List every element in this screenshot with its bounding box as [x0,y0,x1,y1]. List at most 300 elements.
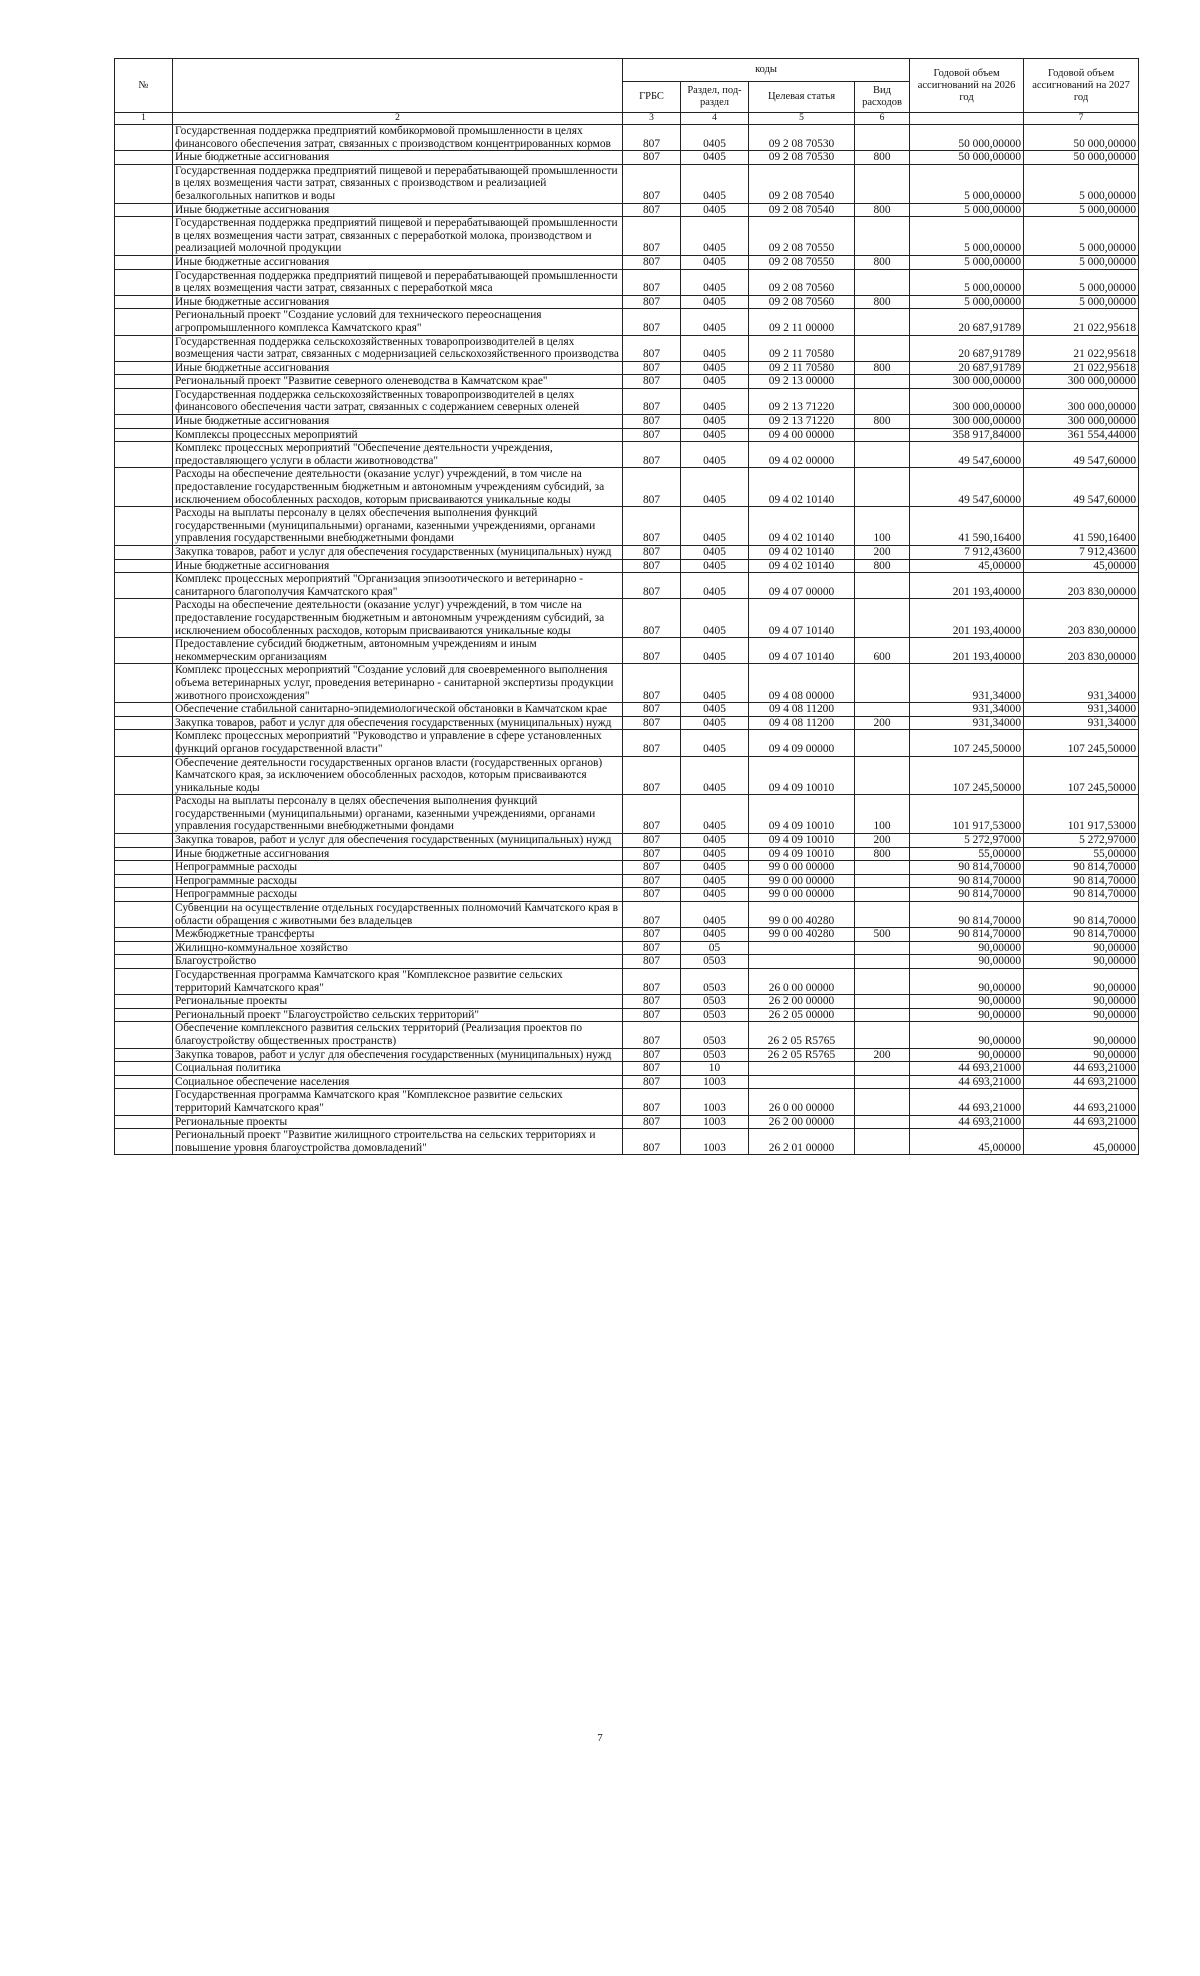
row-name: Расходы на выплаты персоналу в целях обеспечения выполнения функций государственными (муниципальными) органами, казенными учреждениями, органами управления государственными внебюджетными фондами [173,507,623,546]
row-volume-2027: 44 693,21000 [1024,1062,1139,1076]
header-codes: коды [623,59,910,82]
row-razdel: 0405 [681,203,749,217]
row-grbs: 807 [623,969,681,995]
table-row [115,1008,1139,1022]
row-razdel: 0405 [681,335,749,361]
table-row [115,703,1139,717]
table-row [115,888,1139,902]
table-row [115,388,1139,414]
row-name: Обеспечение стабильной санитарно-эпидемиологической обстановки в Камчатском крае [173,703,623,717]
row-volume-2027: 5 000,00000 [1024,203,1139,217]
row-name: Закупка товаров, работ и услуг для обеспечения государственных (муниципальных) нужд [173,834,623,848]
row-grbs: 807 [623,730,681,756]
row-razdel: 0405 [681,928,749,942]
row-volume-2026: 5 000,00000 [910,217,1024,256]
row-grbs: 807 [623,888,681,902]
row-razdel: 0405 [681,269,749,295]
row-name: Региональные проекты [173,1115,623,1129]
row-index [115,861,173,875]
row-name: Государственная поддержка предприятий пищевой и перерабатывающей промышленности в целях возмещения части затрат, связанных с переработкой мяса [173,269,623,295]
table-row [115,599,1139,638]
row-target-article: 09 4 08 11200 [749,716,855,730]
row-target-article: 99 0 00 40280 [749,928,855,942]
budget-table [114,58,1139,1155]
row-volume-2027: 107 245,50000 [1024,730,1139,756]
row-volume-2027: 49 547,60000 [1024,442,1139,468]
row-name: Иные бюджетные ассигнования [173,361,623,375]
row-name: Региональный проект "Развитие северного оленеводства в Камчатском крае" [173,375,623,389]
header-razdel: Раздел, под-раздел [681,82,749,113]
table-row [115,468,1139,507]
row-razdel: 0405 [681,795,749,834]
row-expense-type [855,703,910,717]
row-grbs: 807 [623,861,681,875]
row-target-article: 26 0 00 00000 [749,969,855,995]
row-name: Социальное обеспечение населения [173,1075,623,1089]
row-name: Социальная политика [173,1062,623,1076]
table-row [115,428,1139,442]
colnum: 4 [681,113,749,125]
row-index [115,125,173,151]
row-name: Государственная поддержка сельскохозяйственных товаропроизводителей в целях возмещения части затрат, связанных с модернизацией сельскохозяйственного производства [173,335,623,361]
row-expense-type: 200 [855,834,910,848]
row-volume-2026: 107 245,50000 [910,730,1024,756]
colnum [910,113,1024,125]
row-expense-type [855,969,910,995]
table-row [115,151,1139,165]
row-expense-type [855,599,910,638]
header-no: № [115,59,173,113]
row-volume-2026: 201 193,40000 [910,599,1024,638]
table-row [115,874,1139,888]
row-name: Благоустройство [173,955,623,969]
colnum: 5 [749,113,855,125]
row-expense-type [855,756,910,795]
row-razdel: 0405 [681,217,749,256]
row-index [115,928,173,942]
row-expense-type [855,874,910,888]
row-razdel: 0503 [681,1022,749,1048]
row-volume-2027: 45,00000 [1024,559,1139,573]
row-volume-2026: 90,00000 [910,955,1024,969]
row-grbs: 807 [623,703,681,717]
table-row [115,164,1139,203]
row-index [115,1062,173,1076]
table-body [115,125,1139,1155]
row-expense-type: 100 [855,507,910,546]
row-volume-2026: 5 000,00000 [910,269,1024,295]
row-name: Непрограммные расходы [173,888,623,902]
row-name: Расходы на обеспечение деятельности (оказание услуг) учреждений, в том числе на предоставление государственным бюджетным и автономным учреждениям субсидий, за исключением обособленных расходов, которым присваиваются уникальные коды [173,468,623,507]
row-index [115,716,173,730]
table-row [115,847,1139,861]
row-expense-type [855,995,910,1009]
row-expense-type [855,1022,910,1048]
row-volume-2026: 201 193,40000 [910,638,1024,664]
row-razdel: 05 [681,941,749,955]
row-name: Государственная программа Камчатского края "Комплексное развитие сельских территорий Камчатского края" [173,1089,623,1115]
row-volume-2026: 931,34000 [910,716,1024,730]
row-index [115,361,173,375]
row-volume-2027: 90,00000 [1024,1008,1139,1022]
row-volume-2026: 300 000,00000 [910,388,1024,414]
colnum: 2 [173,113,623,125]
row-grbs: 807 [623,309,681,335]
row-grbs: 807 [623,388,681,414]
row-target-article: 99 0 00 00000 [749,874,855,888]
row-name: Комплексы процессных мероприятий [173,428,623,442]
row-name: Комплекс процессных мероприятий "Обеспечение деятельности учреждения, предоставляющего услуги в области животноводства" [173,442,623,468]
row-index [115,442,173,468]
row-grbs: 807 [623,1075,681,1089]
row-expense-type: 200 [855,716,910,730]
row-volume-2026: 49 547,60000 [910,442,1024,468]
row-target-article: 09 2 11 70580 [749,335,855,361]
row-target-article: 09 2 13 71220 [749,388,855,414]
row-volume-2027: 931,34000 [1024,716,1139,730]
row-expense-type [855,888,910,902]
row-razdel: 0405 [681,468,749,507]
row-volume-2027: 5 000,00000 [1024,217,1139,256]
row-target-article: 99 0 00 40280 [749,902,855,928]
table-row [115,902,1139,928]
header-vid: Вид расходов [855,82,910,113]
row-index [115,388,173,414]
row-volume-2026: 55,00000 [910,847,1024,861]
row-volume-2026: 300 000,00000 [910,415,1024,429]
row-name: Субвенции на осуществление отдельных государственных полномочий Камчатского края в области обращения с животными без владельцев [173,902,623,928]
row-volume-2026: 90,00000 [910,1048,1024,1062]
row-razdel: 0405 [681,388,749,414]
row-index [115,507,173,546]
table-row [115,1062,1139,1076]
row-name: Государственная программа Камчатского края "Комплексное развитие сельских территорий Камчатского края" [173,969,623,995]
row-volume-2027: 90 814,70000 [1024,874,1139,888]
row-target-article: 09 4 00 00000 [749,428,855,442]
row-target-article: 09 4 09 10010 [749,834,855,848]
row-grbs: 807 [623,638,681,664]
row-grbs: 807 [623,664,681,703]
row-target-article: 09 2 11 00000 [749,309,855,335]
row-volume-2027: 931,34000 [1024,664,1139,703]
row-volume-2027: 45,00000 [1024,1129,1139,1155]
row-volume-2027: 90 814,70000 [1024,888,1139,902]
row-grbs: 807 [623,361,681,375]
table-row [115,756,1139,795]
row-grbs: 807 [623,847,681,861]
row-index [115,255,173,269]
row-name: Расходы на выплаты персоналу в целях обеспечения выполнения функций государственными (муниципальными) органами, казенными учреждениями, органами управления государственными внебюджетными фондами [173,795,623,834]
row-volume-2026: 45,00000 [910,559,1024,573]
row-volume-2026: 41 590,16400 [910,507,1024,546]
row-volume-2026: 90 814,70000 [910,902,1024,928]
row-index [115,1089,173,1115]
row-expense-type [855,269,910,295]
row-name: Иные бюджетные ассигнования [173,415,623,429]
row-name: Региональный проект "Благоустройство сельских территорий" [173,1008,623,1022]
row-target-article: 09 4 08 00000 [749,664,855,703]
table-row [115,1075,1139,1089]
row-volume-2027: 50 000,00000 [1024,151,1139,165]
row-expense-type [855,309,910,335]
row-volume-2027: 300 000,00000 [1024,415,1139,429]
row-target-article: 26 2 00 00000 [749,1115,855,1129]
row-grbs: 807 [623,269,681,295]
row-index [115,295,173,309]
row-razdel: 0405 [681,125,749,151]
row-expense-type [855,1115,910,1129]
row-target-article: 09 2 08 70540 [749,203,855,217]
row-volume-2027: 90,00000 [1024,1048,1139,1062]
row-name: Иные бюджетные ассигнования [173,151,623,165]
row-volume-2027: 203 830,00000 [1024,599,1139,638]
row-grbs: 807 [623,1089,681,1115]
row-volume-2027: 90 814,70000 [1024,861,1139,875]
row-name: Обеспечение комплексного развития сельских территорий (Реализация проектов по благоустройству общественных пространств) [173,1022,623,1048]
row-index [115,703,173,717]
row-target-article: 09 2 13 71220 [749,415,855,429]
table-row [115,335,1139,361]
row-target-article: 09 2 13 00000 [749,375,855,389]
header-grbs: ГРБС [623,82,681,113]
row-expense-type: 800 [855,847,910,861]
row-expense-type [855,730,910,756]
table-row [115,559,1139,573]
row-volume-2027: 7 912,43600 [1024,546,1139,560]
row-name: Закупка товаров, работ и услуг для обеспечения государственных (муниципальных) нужд [173,546,623,560]
row-grbs: 807 [623,1062,681,1076]
row-volume-2027: 90,00000 [1024,1022,1139,1048]
row-name: Иные бюджетные ассигнования [173,559,623,573]
row-target-article: 26 2 05 R5765 [749,1022,855,1048]
table-row [115,795,1139,834]
row-grbs: 807 [623,415,681,429]
row-index [115,1008,173,1022]
row-volume-2027: 90,00000 [1024,969,1139,995]
row-volume-2027: 5 000,00000 [1024,255,1139,269]
row-razdel: 0503 [681,1008,749,1022]
row-expense-type: 200 [855,1048,910,1062]
header-tsel: Целевая статья [749,82,855,113]
row-razdel: 0405 [681,573,749,599]
row-razdel: 0405 [681,874,749,888]
row-grbs: 807 [623,995,681,1009]
table-row [115,955,1139,969]
row-expense-type [855,1075,910,1089]
row-razdel: 0405 [681,664,749,703]
row-volume-2026: 931,34000 [910,703,1024,717]
row-volume-2027: 44 693,21000 [1024,1115,1139,1129]
row-razdel: 0405 [681,716,749,730]
row-volume-2027: 203 830,00000 [1024,573,1139,599]
row-index [115,834,173,848]
row-expense-type [855,573,910,599]
row-volume-2026: 90,00000 [910,941,1024,955]
table-row [115,125,1139,151]
row-volume-2026: 5 000,00000 [910,164,1024,203]
table-row [115,546,1139,560]
row-index [115,730,173,756]
row-grbs: 807 [623,203,681,217]
table-row [115,969,1139,995]
row-grbs: 807 [623,599,681,638]
row-target-article: 09 4 02 00000 [749,442,855,468]
row-volume-2026: 931,34000 [910,664,1024,703]
row-razdel: 0405 [681,309,749,335]
budget-table-sheet [114,58,1138,1155]
row-expense-type [855,955,910,969]
page-number: 7 [597,1732,603,1744]
row-volume-2026: 90,00000 [910,1022,1024,1048]
row-grbs: 807 [623,1115,681,1129]
row-volume-2027: 90 814,70000 [1024,928,1139,942]
row-name: Иные бюджетные ассигнования [173,847,623,861]
row-expense-type [855,217,910,256]
row-expense-type [855,902,910,928]
row-target-article: 09 4 09 10010 [749,795,855,834]
row-volume-2027: 44 693,21000 [1024,1089,1139,1115]
row-grbs: 807 [623,874,681,888]
row-grbs: 807 [623,928,681,942]
row-index [115,1075,173,1089]
table-row [115,1022,1139,1048]
row-target-article [749,1075,855,1089]
row-index [115,955,173,969]
row-volume-2026: 20 687,91789 [910,309,1024,335]
row-grbs: 807 [623,151,681,165]
row-volume-2026: 49 547,60000 [910,468,1024,507]
row-expense-type [855,1129,910,1155]
row-name: Предоставление субсидий бюджетным, автономным учреждениям и иным некоммерческим организациям [173,638,623,664]
row-expense-type [855,125,910,151]
row-expense-type: 100 [855,795,910,834]
row-expense-type [855,941,910,955]
row-volume-2026: 50 000,00000 [910,151,1024,165]
row-name: Региональный проект "Развитие жилищного строительства на сельских территориях и повышение уровня благоустройства домовладений" [173,1129,623,1155]
table-row [115,928,1139,942]
row-volume-2027: 55,00000 [1024,847,1139,861]
row-grbs: 807 [623,795,681,834]
header-name [173,59,623,113]
row-volume-2026: 20 687,91789 [910,335,1024,361]
row-razdel: 0503 [681,969,749,995]
row-index [115,1048,173,1062]
row-name: Расходы на обеспечение деятельности (оказание услуг) учреждений, в том числе на предоставление государственным бюджетным и автономным учреждениям субсидий, за исключением обособленных расходов, которым присваиваются уникальные коды [173,599,623,638]
row-name: Жилищно-коммунальное хозяйство [173,941,623,955]
row-volume-2027: 90,00000 [1024,955,1139,969]
colnum: 1 [115,113,173,125]
row-index [115,795,173,834]
row-target-article: 26 2 01 00000 [749,1129,855,1155]
row-volume-2027: 50 000,00000 [1024,125,1139,151]
row-expense-type [855,1008,910,1022]
row-target-article: 09 2 11 70580 [749,361,855,375]
row-target-article: 26 2 00 00000 [749,995,855,1009]
row-index [115,217,173,256]
row-name: Комплекс процессных мероприятий "Организация эпизоотического и ветеринарно - санитарного благополучия Камчатского края" [173,573,623,599]
row-volume-2027: 5 272,97000 [1024,834,1139,848]
row-volume-2026: 90,00000 [910,969,1024,995]
row-index [115,164,173,203]
row-volume-2027: 101 917,53000 [1024,795,1139,834]
table-row [115,861,1139,875]
row-razdel: 0405 [681,295,749,309]
row-grbs: 807 [623,756,681,795]
table-row [115,834,1139,848]
row-volume-2027: 5 000,00000 [1024,269,1139,295]
table-row [115,269,1139,295]
row-razdel: 0405 [681,164,749,203]
colnum: 6 [855,113,910,125]
row-index [115,428,173,442]
row-razdel: 0405 [681,730,749,756]
row-volume-2026: 5 000,00000 [910,255,1024,269]
row-volume-2026: 90 814,70000 [910,874,1024,888]
row-index [115,888,173,902]
row-name: Региональные проекты [173,995,623,1009]
row-expense-type [855,335,910,361]
row-volume-2027: 21 022,95618 [1024,361,1139,375]
row-target-article: 09 4 02 10140 [749,507,855,546]
row-expense-type: 800 [855,415,910,429]
row-target-article: 09 4 09 10010 [749,756,855,795]
table-row [115,217,1139,256]
row-volume-2026: 300 000,00000 [910,375,1024,389]
row-grbs: 807 [623,559,681,573]
row-target-article [749,1062,855,1076]
row-index [115,269,173,295]
row-index [115,874,173,888]
row-index [115,151,173,165]
row-expense-type: 800 [855,203,910,217]
table-row [115,1129,1139,1155]
row-volume-2027: 5 000,00000 [1024,164,1139,203]
row-grbs: 807 [623,295,681,309]
row-grbs: 807 [623,335,681,361]
table-row [115,638,1139,664]
row-razdel: 0503 [681,955,749,969]
row-volume-2026: 7 912,43600 [910,546,1024,560]
row-index [115,415,173,429]
row-target-article: 26 2 05 R5765 [749,1048,855,1062]
row-expense-type: 200 [855,546,910,560]
row-expense-type [855,861,910,875]
row-index [115,599,173,638]
row-razdel: 1003 [681,1115,749,1129]
table-row [115,664,1139,703]
row-name: Закупка товаров, работ и услуг для обеспечения государственных (муниципальных) нужд [173,716,623,730]
row-expense-type [855,442,910,468]
row-target-article: 09 2 08 70540 [749,164,855,203]
row-razdel: 0405 [681,638,749,664]
row-index [115,638,173,664]
row-razdel: 0405 [681,361,749,375]
row-name: Государственная поддержка предприятий пищевой и перерабатывающей промышленности в целях возмещения части затрат, связанных с переработкой молока, производством и реализацией молочной продукции [173,217,623,256]
row-target-article: 99 0 00 00000 [749,888,855,902]
header-vol-2026: Годовой объем ассигнований на 2026 год [910,59,1024,113]
row-index [115,1115,173,1129]
row-expense-type [855,1089,910,1115]
row-volume-2026: 45,00000 [910,1129,1024,1155]
row-volume-2027: 300 000,00000 [1024,388,1139,414]
table-row [115,995,1139,1009]
row-volume-2026: 44 693,21000 [910,1115,1024,1129]
row-razdel: 0405 [681,599,749,638]
row-volume-2027: 5 000,00000 [1024,295,1139,309]
row-target-article: 09 4 02 10140 [749,559,855,573]
row-grbs: 807 [623,255,681,269]
row-index [115,546,173,560]
